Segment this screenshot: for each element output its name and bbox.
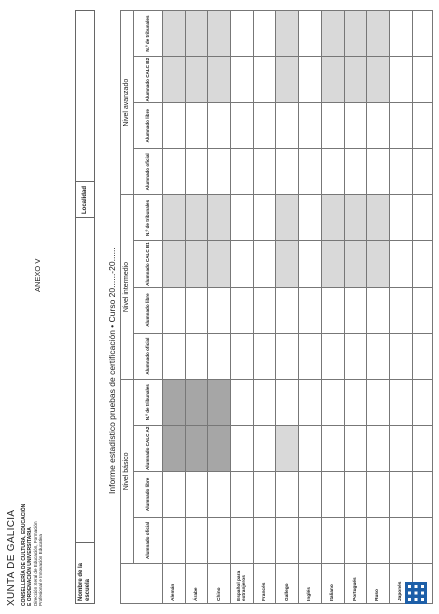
entry-cell[interactable]: [231, 517, 254, 563]
language-label: Chino: [208, 564, 231, 604]
col-header: Alumnado libre: [134, 287, 163, 333]
entry-cell[interactable]: [253, 333, 276, 379]
language-label: Italiano: [321, 564, 344, 604]
entry-cell[interactable]: [389, 287, 412, 333]
entry-cell[interactable]: [389, 195, 412, 241]
locality-label: Localidad: [82, 185, 88, 214]
entry-cell[interactable]: [185, 149, 208, 195]
dept-line-1: CONSELLERÍA DE CULTURA, EDUCACIÓN: [21, 503, 27, 606]
col-header: Alumnado CALC B2: [134, 57, 163, 103]
entry-cell[interactable]: [344, 287, 367, 333]
table-body: [163, 11, 433, 604]
entry-cell[interactable]: [276, 11, 299, 57]
entry-cell[interactable]: [253, 103, 276, 149]
entry-cell[interactable]: [253, 425, 276, 471]
entry-cell[interactable]: [208, 195, 231, 241]
entry-cell[interactable]: [299, 379, 322, 425]
entry-cell[interactable]: [389, 241, 412, 287]
entry-cell[interactable]: [185, 241, 208, 287]
col-header: Alumnado CALC A2: [134, 425, 163, 471]
entry-cell[interactable]: [253, 149, 276, 195]
entry-cell[interactable]: [367, 425, 390, 471]
entry-cell[interactable]: [163, 287, 186, 333]
total-cell[interactable]: [412, 11, 432, 57]
corner-cell: [121, 564, 163, 604]
table-row: [276, 11, 299, 604]
entry-cell[interactable]: [185, 333, 208, 379]
total-cell[interactable]: [412, 379, 432, 425]
entry-cell[interactable]: [253, 195, 276, 241]
entry-cell[interactable]: [208, 471, 231, 517]
table-row: [253, 11, 276, 604]
language-label: Árabe: [185, 564, 208, 604]
entry-cell[interactable]: [163, 241, 186, 287]
entry-cell[interactable]: [208, 379, 231, 425]
col-header: N.º de tribunales: [134, 379, 163, 425]
col-header: N.º de tribunales: [134, 11, 163, 57]
entry-cell[interactable]: [389, 103, 412, 149]
entry-cell[interactable]: [208, 57, 231, 103]
entry-cell[interactable]: [299, 517, 322, 563]
entry-cell[interactable]: [253, 517, 276, 563]
entry-cell[interactable]: [299, 287, 322, 333]
statistics-table: [120, 10, 433, 604]
table-row: [367, 11, 390, 604]
total-cell[interactable]: [412, 149, 432, 195]
table-row: [321, 11, 344, 604]
col-header: Alumnado libre: [134, 103, 163, 149]
entry-cell[interactable]: [367, 103, 390, 149]
entry-cell[interactable]: [299, 103, 322, 149]
report-title: Informe estadístico pruebas de certificación • Curso 20......-20......: [107, 247, 117, 494]
entry-cell[interactable]: [185, 287, 208, 333]
entry-cell[interactable]: [185, 471, 208, 517]
entry-cell[interactable]: [231, 425, 254, 471]
total-cell[interactable]: [412, 57, 432, 103]
col-header: N.º de tribunales: [134, 195, 163, 241]
entry-cell[interactable]: [163, 103, 186, 149]
entry-cell[interactable]: [276, 333, 299, 379]
entry-cell[interactable]: [163, 333, 186, 379]
divider: [76, 217, 94, 218]
entry-cell[interactable]: [321, 379, 344, 425]
level-intermediate-header: Nivel intermedio: [121, 195, 134, 379]
entry-cell[interactable]: [321, 103, 344, 149]
entry-cell[interactable]: [321, 241, 344, 287]
table-row: [231, 11, 254, 604]
entry-cell[interactable]: [344, 103, 367, 149]
entry-cell[interactable]: [299, 195, 322, 241]
entry-cell[interactable]: [344, 471, 367, 517]
entry-cell[interactable]: [231, 195, 254, 241]
entry-cell[interactable]: [321, 149, 344, 195]
entry-cell[interactable]: [253, 11, 276, 57]
entry-cell[interactable]: [231, 379, 254, 425]
entry-cell[interactable]: [321, 195, 344, 241]
entry-cell[interactable]: [367, 57, 390, 103]
col-header: Alumnado libre: [134, 471, 163, 517]
language-label: Español para extranjeros: [231, 564, 254, 604]
sub-line-1: Dirección Xeral de Educación, Formación: [33, 521, 38, 606]
language-label: Francés: [253, 564, 276, 604]
school-field-row: [75, 10, 95, 604]
total-cell[interactable]: [412, 471, 432, 517]
entry-cell[interactable]: [276, 103, 299, 149]
entry-cell[interactable]: [389, 11, 412, 57]
col-header: Alumnado oficial: [134, 517, 163, 563]
entry-cell[interactable]: [321, 287, 344, 333]
table-row: [344, 11, 367, 604]
entry-cell[interactable]: [185, 11, 208, 57]
sub-line-2: Profesional e Innovación Educativa: [38, 534, 43, 606]
entry-cell[interactable]: [163, 149, 186, 195]
galicia-crest-icon: [405, 582, 427, 604]
col-header: Alumnado oficial: [134, 149, 163, 195]
entry-cell[interactable]: [321, 333, 344, 379]
entry-cell[interactable]: [185, 103, 208, 149]
entry-cell[interactable]: [344, 517, 367, 563]
entry-cell[interactable]: [344, 241, 367, 287]
entry-cell[interactable]: [163, 379, 186, 425]
total-cell[interactable]: [412, 103, 432, 149]
entry-cell[interactable]: [367, 471, 390, 517]
entry-cell[interactable]: [231, 149, 254, 195]
entry-cell[interactable]: [389, 425, 412, 471]
entry-cell[interactable]: [185, 425, 208, 471]
divider: [76, 181, 94, 182]
entry-cell[interactable]: [276, 517, 299, 563]
entry-cell[interactable]: [299, 241, 322, 287]
entry-cell[interactable]: [231, 471, 254, 517]
entry-cell[interactable]: [253, 471, 276, 517]
entry-cell[interactable]: [344, 57, 367, 103]
entry-cell[interactable]: [321, 57, 344, 103]
entry-cell[interactable]: [299, 333, 322, 379]
entry-cell[interactable]: [321, 517, 344, 563]
entry-cell[interactable]: [276, 425, 299, 471]
entry-cell[interactable]: [231, 103, 254, 149]
entry-cell[interactable]: [321, 471, 344, 517]
entry-cell[interactable]: [299, 57, 322, 103]
entry-cell[interactable]: [208, 103, 231, 149]
entry-cell[interactable]: [276, 379, 299, 425]
entry-cell[interactable]: [185, 517, 208, 563]
entry-cell[interactable]: [276, 195, 299, 241]
language-label: Portugués: [344, 564, 367, 604]
entry-cell[interactable]: [367, 241, 390, 287]
entry-cell[interactable]: [367, 333, 390, 379]
entry-cell[interactable]: [163, 517, 186, 563]
entry-cell[interactable]: [321, 425, 344, 471]
total-cell[interactable]: [412, 287, 432, 333]
entry-cell[interactable]: [389, 379, 412, 425]
entry-cell[interactable]: [253, 241, 276, 287]
entry-cell[interactable]: [185, 379, 208, 425]
total-row: [412, 11, 432, 604]
entry-cell[interactable]: [163, 471, 186, 517]
table-row: [208, 11, 231, 604]
table-row: [299, 11, 322, 604]
level-basic-header: Nivel básico: [121, 379, 134, 563]
dept-line-2: E ORDENACIÓN UNIVERSITARIA: [27, 527, 33, 606]
entry-cell[interactable]: [321, 11, 344, 57]
entry-cell[interactable]: [344, 425, 367, 471]
brand-name: XUNTA DE GALICIA: [6, 509, 17, 606]
entry-cell[interactable]: [344, 11, 367, 57]
entry-cell[interactable]: [389, 149, 412, 195]
entry-cell[interactable]: [231, 11, 254, 57]
entry-cell[interactable]: [253, 287, 276, 333]
entry-cell[interactable]: [163, 11, 186, 57]
entry-cell[interactable]: [276, 57, 299, 103]
entry-cell[interactable]: [208, 425, 231, 471]
entry-cell[interactable]: [299, 471, 322, 517]
entry-cell[interactable]: [344, 149, 367, 195]
entry-cell[interactable]: [208, 333, 231, 379]
entry-cell[interactable]: [367, 379, 390, 425]
language-label: Inglés: [299, 564, 322, 604]
total-cell[interactable]: [412, 425, 432, 471]
entry-cell[interactable]: [208, 241, 231, 287]
annex-title: ANEXO V: [33, 258, 42, 292]
entry-cell[interactable]: [208, 287, 231, 333]
entry-cell[interactable]: [367, 195, 390, 241]
total-cell[interactable]: [412, 517, 432, 563]
entry-cell[interactable]: [231, 57, 254, 103]
total-cell[interactable]: [412, 241, 432, 287]
entry-cell[interactable]: [344, 333, 367, 379]
entry-cell[interactable]: [389, 57, 412, 103]
entry-cell[interactable]: [276, 287, 299, 333]
entry-cell[interactable]: [185, 57, 208, 103]
entry-cell[interactable]: [231, 287, 254, 333]
entry-cell[interactable]: [231, 333, 254, 379]
school-label: Nombre de la escuela: [78, 562, 91, 601]
col-header: Alumnado CALC B1: [134, 241, 163, 287]
table-row: [389, 11, 412, 604]
entry-cell[interactable]: [163, 195, 186, 241]
entry-cell[interactable]: [163, 57, 186, 103]
table-row: [163, 11, 186, 604]
entry-cell[interactable]: [231, 241, 254, 287]
entry-cell[interactable]: [299, 149, 322, 195]
language-label: Alemán: [163, 564, 186, 604]
level-advanced-header: Nivel avanzado: [121, 11, 134, 195]
entry-cell[interactable]: [299, 425, 322, 471]
entry-cell[interactable]: [389, 471, 412, 517]
entry-cell[interactable]: [367, 11, 390, 57]
entry-cell[interactable]: [389, 517, 412, 563]
entry-cell[interactable]: [208, 517, 231, 563]
entry-cell[interactable]: [253, 57, 276, 103]
language-label: Japonés: [389, 564, 412, 604]
entry-cell[interactable]: [299, 11, 322, 57]
total-cell[interactable]: [412, 333, 432, 379]
entry-cell[interactable]: [163, 425, 186, 471]
total-cell[interactable]: [412, 195, 432, 241]
entry-cell[interactable]: [185, 195, 208, 241]
entry-cell[interactable]: [276, 149, 299, 195]
language-label: Ruso: [367, 564, 390, 604]
entry-cell[interactable]: [344, 379, 367, 425]
entry-cell[interactable]: [367, 517, 390, 563]
entry-cell[interactable]: [276, 241, 299, 287]
col-header: Alumnado oficial: [134, 333, 163, 379]
logo-block: [6, 401, 68, 606]
entry-cell[interactable]: [367, 287, 390, 333]
divider: [76, 542, 94, 543]
entry-cell[interactable]: [253, 379, 276, 425]
table-row: [185, 11, 208, 604]
entry-cell[interactable]: [367, 149, 390, 195]
entry-cell[interactable]: [389, 333, 412, 379]
language-label: Gallego: [276, 564, 299, 604]
entry-cell[interactable]: [344, 195, 367, 241]
entry-cell[interactable]: [208, 11, 231, 57]
entry-cell[interactable]: [208, 149, 231, 195]
entry-cell[interactable]: [276, 471, 299, 517]
